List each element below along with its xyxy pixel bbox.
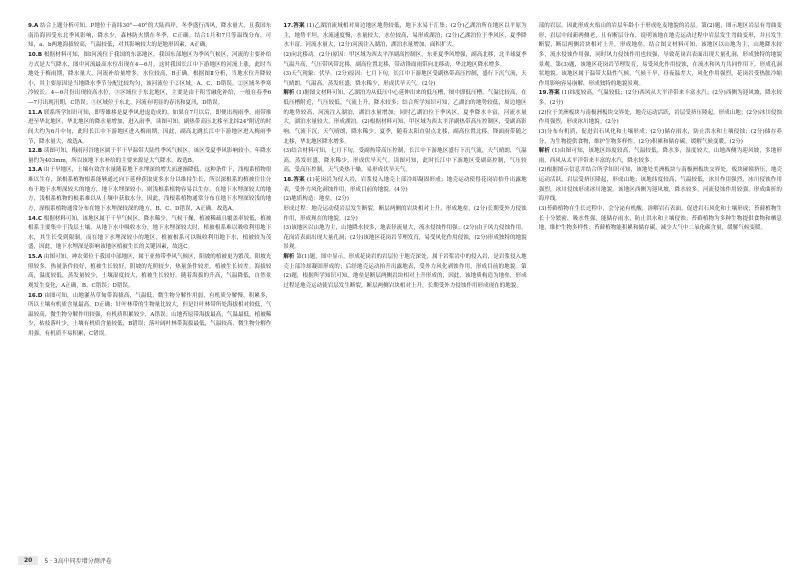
answer-text: (3)苔藓植物在生长过程中，会分泌有机酸，溶解岩石表面，促进岩石风化和土壤形成；苔藓植物生长十分繁密，吸水性强，能储存雨水，防止洪水和土壤侵蚀；苔藓植物为多种生物提供食物和栖息地，维护生物多样性；苔藓植物能积累和储存碳，减少大气中二氧化碳含量，缓解气候变暖。 (538, 205, 782, 232)
answer-paragraph (28, 292, 271, 340)
answer-text: 结合上题分析可知，P地位于南纬30°—40°的大陆西岸，冬季盛行西风，降水量大，且我国东南沿海因受东北季风影响，降水少，森林防火期在冬季，C正确。结合1月和7月等温线分布，可知，a、b两地海拔较高，气温较低，对其影响较大的是地形因素，A正确。 (28, 23, 272, 49)
answer-text: (1)据图文材料可知，乙湖泊为从低压中心延伸出来的低压槽，图中即低压槽，气温比较高，在低压槽附近，气压较低，气流上升，降水较多；结合所学知识可知，乙湖泊的地势较低，周边地区的地势较高，河流注入湖泊，湖泊水量增加；同时乙湖泊位于季风区，夏季降水丰富，河流水量大，湖泊水量较大，形成湖泊。(2)根据材料可知，甲区域为西太平洋副热带高压控制区，受副高影响，气流下沉，天气晴朗，降水稀少。夏季，随着太阳直射点北移，副高位置北移，锋面雨带随之北移，华北地区降水增多。 (283, 90, 527, 145)
question-number: 解析 (283, 254, 295, 260)
answer-text: (1)纬度较高，气温较低；(2分)西风从大平洋带来丰富水汽；(2分)西侧为迎风坡，降水较多。(2分) (538, 90, 782, 106)
answer-text: (2)位于美洲板块与南极洲板块交界处，地壳运动活跃，岩层受挤压隆起，形成山地；(2分)冰川侵蚀作用强烈，形成冰川地貌。(2分) (538, 109, 782, 126)
answer-paragraph (283, 51, 526, 70)
answer-paragraph (539, 128, 782, 147)
question-number: 15.A (28, 254, 43, 260)
question-number: 解析 (283, 90, 295, 97)
page-number: 20 (18, 556, 38, 565)
answer-paragraph (539, 205, 782, 234)
question-number: 13.A (28, 167, 43, 174)
question-number: 解析 (538, 148, 551, 155)
answer-paragraph (539, 147, 782, 166)
question-number: 16.D (28, 292, 43, 299)
column-left (28, 22, 271, 546)
question-number: 19.答案 (538, 90, 560, 97)
answer-text: 由于旱地区，土壤有效含水量随着地下水埋深的增大而逐渐降低，这种条件下，浅根系植物很难以生存，深根系植物根系能够通过向下延伸获取更多水分以维持生长，所以深根系的植被往往分布于地下水埋深较大的地方，地下水埋深较小，则浅根系植物容易以生存，在地下水埋深较大的地方，浅根系植物的根系难以从土壤中获取水分，因此，浅根系植物通常分布在地下水埋深较浅的地方，深根系植物通常分布在地下水埋深较深的地方，B、C、D错误，A正确。故选A。 (28, 167, 272, 212)
answer-paragraph (539, 22, 782, 89)
answer-paragraph (283, 205, 526, 224)
answer-text: (3)该地区以山地为主，山地降水较多，地表径流量大，流水侵蚀作用强；(2分)由于风力侵蚀作用，花岗岩表面出现大量孔洞；(2分)该地区花岗岩节理发育，易受风化作用侵蚀，(2分)形成独特的地貌景观。 (283, 225, 527, 251)
answer-paragraph (28, 147, 271, 166)
answer-columns (28, 22, 782, 546)
answer-text: 联系所学知识可知，即等雄移是夏季风进退造成的，如果在7月以后，即便出现雨季，雨带推进至华北地区，华北地区的降水量增加，进入雨季。读图可知，副热带高压北移至北纬24°附近的时间大约为6月中旬，此时长江中下游地区进入梅雨期，因此，副高北跳长江中下游地区进入梅雨季节，降水量大，故选A。 (28, 109, 272, 145)
answer-paragraph (539, 89, 782, 108)
question-number: 12.B (28, 148, 43, 155)
answer-paragraph (283, 147, 526, 176)
answer-paragraph (28, 215, 271, 254)
answer-text: 根据材料可知，图Ⅰ河流位于我国的东部地区，我国东部地区为季风气候区，河流的主要补给方式是大气降水，图中河流最高水位出现在4—6月，这时我国长江中下游地区的河流上涨，此时当地处于梅雨期，降水量大，河流补给量增多，水位较高，B正确。根据图Ⅱ分析，当地水位升降较小，其主要原因是当地降水季节分配比较均匀，该河流位于②区域，A、C、D错误。②区域冬季寒冷较长，4—6月份出现较高水位，③区域位于东北地区，主要是由于积雪融化补给，一般在春季6—7月出现汛期，C错误；⑤区域位于东北，河流有明显的春汛和夏汛，D错误。 (28, 51, 272, 106)
question-number: 10.B (28, 51, 43, 58)
answer-text: (2)向北移动。(2分)原因：甲区域为西太平洋副高控制区，东亚夏季风增强，副高北移，北半球夏季气温升高，气压带风带北移，副高位置北移，带动锋面雨带向北移动，华北地区降水增多。 (283, 51, 527, 68)
answer-text: 部的岩层，因此形成火焰山的岩层年龄小于形成吃麦地貌的岩层。第(2)题，图示地区岩层有弯曲变形，岩层中间新两侧老，且有断层分布，说明该地在地壳运动过程中岩层发生弯曲变形，并且发生断裂，断层两侧岩块相对上升，形成地垒。结合图文材料可知，该地区以山地为主，山地降水较多，流水侵蚀作用强，同时风力侵蚀作用也较强，导致花岗岩表面出现大量孔洞，形成独特的地貌景观。第(3)题，该地区花岗岩节理发育，易受风化作用侵蚀，在流水和风力共同作用下，形成孔洞状地貌。该地区属于温带大陆性气候，气候干旱，昼夜温差大，风化作用强烈，花岗岩受热胀冷缩作用影响容易崩解，形成独特的地貌景观。 (538, 23, 782, 87)
question-number: 14.C (28, 215, 42, 222)
question-number: 17.答案 (283, 23, 305, 29)
column-middle (283, 22, 526, 546)
answer-text: 根据材料可知，该地区属于干旱气候区，降水稀少，气候干燥，植被稀疏且覆盖率较低，植被根系主要集中于浅层土壤，从地下水中吸收水分，地下水埋深较大时，植被根系难以吸收利用地下水，其生长受到限制。而在地下水埋深较小的地区，植被根系可以吸收利用地下水，植被较为茂盛，因此，地下水埋深是影响该地区植被生长的关键因素，故选C。 (28, 215, 272, 251)
answer-text: (2)根据图示信息并结合所学知识可知，该地处美洲板块与南极洲板块交界处，板块碰撞挤压，地壳运动活跃，岩层受挤压隆起，形成山地；该地纬度较高，气温较低，冰川作用强烈，冰川侵蚀作用强烈，冰川侵蚀形成冰川地貌。该地区西侧为迎风坡，降水较多，河流侵蚀作用较强，形成曲折的海岸线。 (538, 167, 782, 203)
question-number: 9.A (28, 23, 39, 29)
answer-paragraph (283, 176, 526, 195)
answer-text: (1)花岗岩为侵入岩，岩浆侵入地壳上部冷却凝固形成；地壳运动使得花岗岩抬升出露地表，受外力风化剥蚀作用，形成目前的地貌。(4分) (283, 177, 527, 193)
answer-text: 由图可知，神农架位于我国中部地区，属于亚热带季风气候区，阳坡的植被更为繁茂，阳坡光照较多，热量条件较好，植被生长较好，阴坡的光照较少，热量条件较差，植被生长较差。海拔较高，温度较低，蒸发量较少，土壤湿度较大，植被生长较好。随着海拔的升高，气温降低，自然景观发生变化，A正确，B、C错误；D错误。 (28, 254, 272, 289)
answer-text: (3)天气现象：伏旱。(2分)原因：七月下旬，长江中下游地区受副热带高压控制，盛行下沉气流，天气晴朗，气温高，蒸发旺盛，降水稀少，形成伏旱天气。(2分) (283, 71, 527, 87)
answer-paragraph (539, 109, 782, 128)
answer-paragraph (28, 109, 271, 148)
question-number: 18.答案 (283, 177, 305, 183)
answer-paragraph (28, 51, 271, 109)
answer-text: (3)分布有机质，促进岩石风化和土壤形成；(2分)储存雨水，防止洪水和土壤侵蚀；(2分)储存养分，为生物提供食物，维护生物多样性。(2分)积累和储存碳，缓解气候变暖。(2分) (538, 128, 782, 145)
answer-paragraph (283, 70, 526, 89)
answer-text: (1)由图可知，该地区纬度较高，气温较低，降水多，湿度较大，山地西侧为迎风坡，多地形雨，西风从太平洋带来丰富的水汽，降水较多。 (538, 148, 782, 164)
answer-paragraph (283, 89, 526, 147)
answer-text: 读图可知，梅雨河谷地区属于半干旱温带大陆性季风气候区，该区受夏季风影响较小，年降水量约为403mm，所以该地下水补给的主要来源是大气降水。故选B。 (28, 148, 272, 164)
page-footer (18, 554, 112, 566)
answer-text: (2)地质构造：地垒。(2分) (283, 196, 349, 203)
column-right (539, 22, 782, 546)
answer-paragraph (283, 195, 526, 205)
answer-paragraph (28, 253, 271, 292)
answer-text: (3)结合材料可知，七月下旬，受副热带高压控制，长江中下游地区盛行下沉气流，天气晴朗，气温高，蒸发旺盛，降水稀少，形成伏旱天气。读图可知，此时长江中下游地区受副高控制，气压较高，受高压控制，天气炎热干燥，易形成伏旱天气。 (283, 148, 527, 174)
book-title: 5 · 3高中同步增分测评卷 (44, 557, 112, 565)
question-number: 11.A (28, 109, 43, 116)
answer-paragraph (28, 22, 271, 51)
answer-text: (1)乙湖泊流域相对周边地区地势较低，地下水易于汇集；(2分)乙湖泊所在地区以平原为主，地势平坦，水流速度慢，水量较大，水位较高，易形成湖泊；(2分)乙湖泊位于季风区，夏季降水丰富，河流水量大，(2分)河流注入湖泊，湖泊水量增加，面积扩大。 (283, 23, 527, 49)
answer-paragraph (28, 166, 271, 214)
answer-text: 由图可知，山地灌丛草甸带海拔高，气温低，微生物分解作用弱，有机质分解慢，积累多，所以土壤有机质含量最高，D正确；针叶林带的生物量比较大，但是针叶林带所处海拔相对较低，气温较高，微生物分解作用较强，有机质积累较少，A错误；山地苔原带海拔最高，气温最低，植被稀少，枯枝落叶少，土壤有机质含量较低，B错误；落叶阔叶林带海拔最低，气温较高，微生物分解作用强，有机质不易积累，C错误。 (28, 292, 272, 337)
answer-paragraph (539, 166, 782, 205)
answer-paragraph (283, 224, 526, 253)
answer-paragraph (283, 22, 526, 51)
answer-text: 第(1)题，图中显示，形成花岗岩的岩层位于地壳深处，属于岩浆岩中的侵入岩，是岩浆侵入地壳上部冷却凝固形成的；后经地壳运动抬升出露地表，受外力风化剥蚀作用，形成目前的地貌。第(2)题，根据所学知识可知，地垒是断层两侧岩块相对上升形成的，因此，该地质构造为地垒，形成过程是地壳运动使岩层发生断裂，断层两侧岩块相对上升，长期受外力侵蚀作用形成现在的地貌。 (283, 254, 527, 289)
answer-paragraph (283, 253, 526, 292)
answer-text: 形成过程：地壳运动使岩层发生断裂，断层两侧的岩块相对上升，形成地垒，(2分)长期受外力侵蚀作用，形成现在的地貌。(2分) (283, 205, 527, 222)
